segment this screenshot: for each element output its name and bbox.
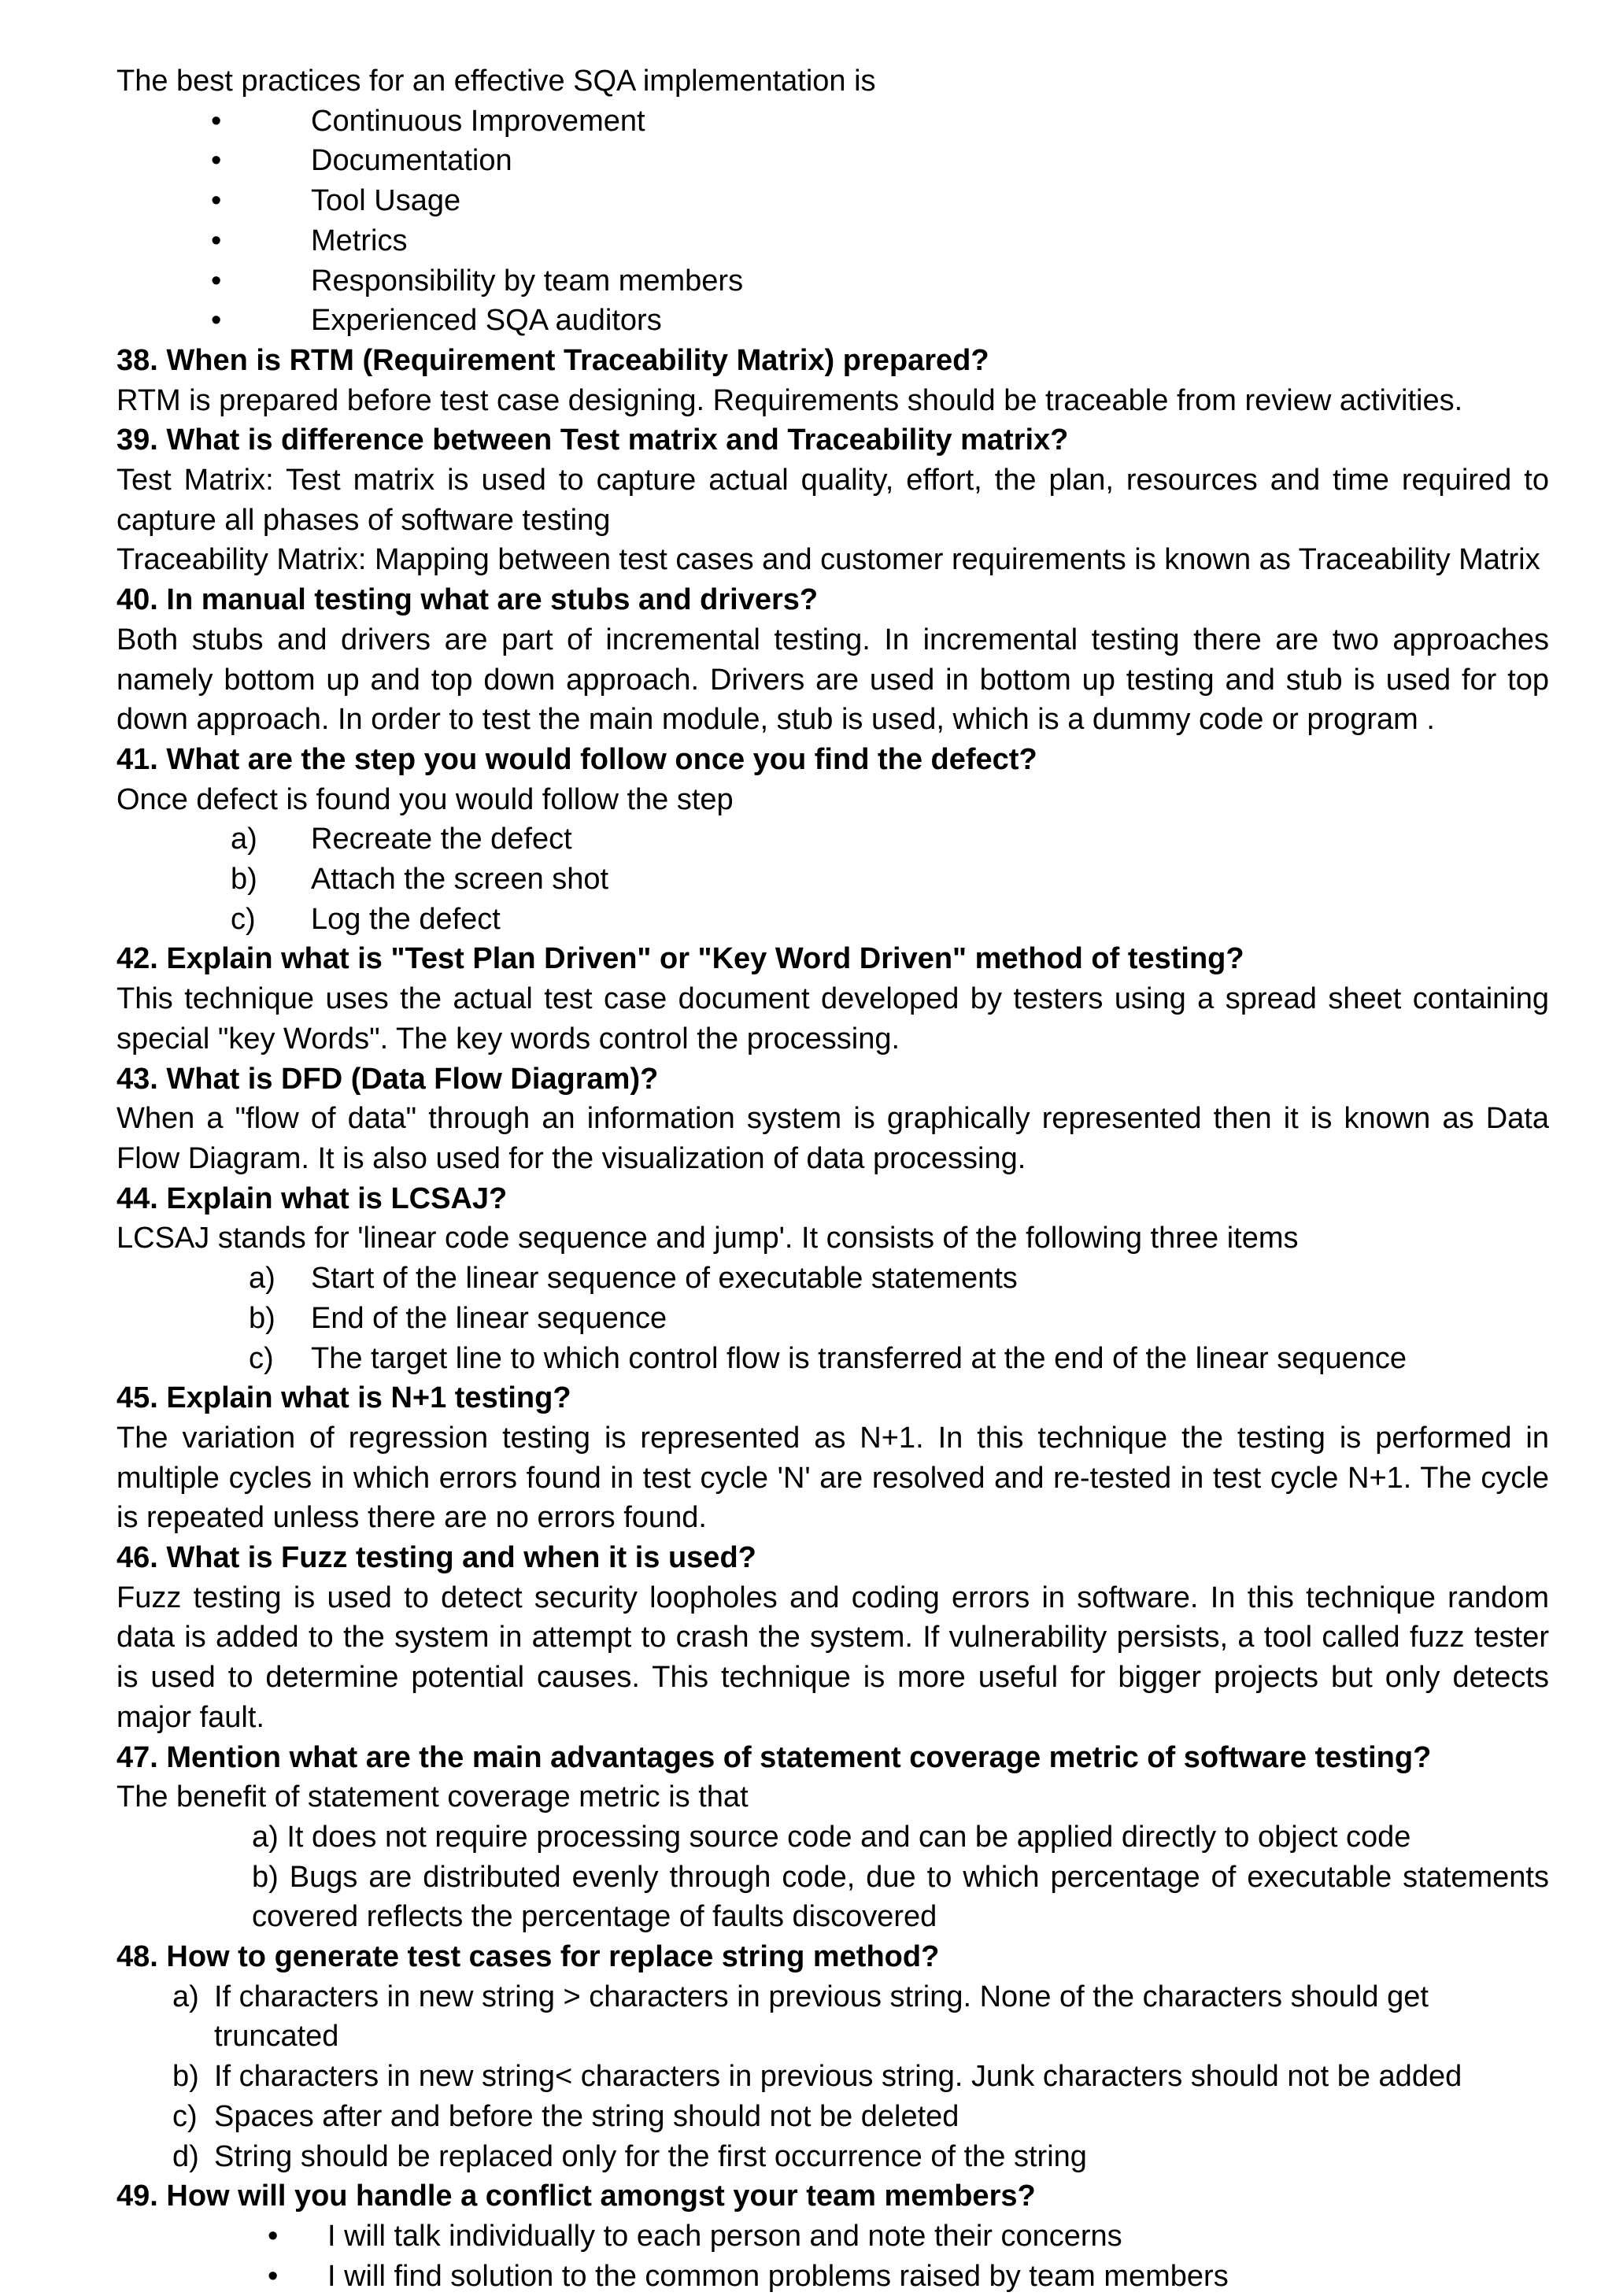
bullet-marker: • bbox=[211, 104, 222, 138]
question-42: 42. Explain what is "Test Plan Driven" or "Key Word Driven" method of testing? bbox=[116, 942, 1244, 976]
bullet-marker: • bbox=[268, 2259, 279, 2293]
list-item: b) Attach the screen shot bbox=[231, 863, 609, 897]
bullet-marker: • bbox=[211, 144, 222, 178]
list-item: a) It does not require processing source code and can be applied directly to object code bbox=[252, 1820, 1411, 1854]
question-39: 39. What is difference between Test matrix and Traceability matrix? bbox=[116, 423, 1069, 457]
list-item: c) The target line to which control flow is transferred at the end of the linear sequence bbox=[249, 1341, 1407, 1375]
list-item: • Continuous Improvement bbox=[116, 102, 1549, 142]
question-43: 43. What is DFD (Data Flow Diagram)? bbox=[116, 1062, 659, 1096]
list-item: • Responsibility by team members bbox=[116, 261, 1549, 301]
answer-39-traceability-matrix: Traceability Matrix: Mapping between test cases and customer requirements is known as Traceability Matrix bbox=[116, 543, 1540, 577]
list-item: b) End of the linear sequence bbox=[249, 1301, 667, 1335]
list-item: c) Spaces after and before the string should not be deleted bbox=[172, 2099, 959, 2133]
answer-45: The variation of regression testing is represented as N+1. In this technique the testing is performed in multiple cycles in which errors found in test cycle 'N' are resolved and re-tested in test cycle N+1. The cycle is repeated unless there are no errors found. bbox=[116, 1421, 1549, 1535]
replace-string-cases-list bbox=[116, 1977, 1549, 2177]
bullet-marker: • bbox=[211, 224, 222, 257]
list-item: a) Recreate the defect bbox=[231, 823, 572, 856]
list-item: • Tool Usage bbox=[116, 181, 1549, 221]
answer-46: Fuzz testing is used to detect security loopholes and coding errors in software. In this technique random data is added to the system in attempt to crash the system. If vulnerability persists, a tool called fuzz tester is used to determine potential causes. This technique is more useful for bigger projects but only detects major fault. bbox=[116, 1581, 1549, 1734]
question-47: 47. Mention what are the main advantages of statement coverage metric of software testing? bbox=[116, 1740, 1432, 1774]
list-item: a) If characters in new string > characters in previous string. None of the characters should get truncated bbox=[172, 1980, 1429, 2054]
bullet-marker: • bbox=[268, 2219, 279, 2253]
defect-steps-list bbox=[116, 819, 1549, 939]
answer-39-test-matrix: Test Matrix: Test matrix is used to capture actual quality, effort, the plan, resources and time required to capture all phases of software testing bbox=[116, 464, 1549, 537]
question-46: 46. What is Fuzz testing and when it is used? bbox=[116, 1541, 756, 1575]
lcsaj-items-list bbox=[116, 1259, 1549, 1378]
question-45: 45. Explain what is N+1 testing? bbox=[116, 1381, 571, 1415]
list-item: b) Bugs are distributed evenly through code, due to which percentage of executable statements covered reflects the percentage of faults discovered bbox=[252, 1860, 1549, 1934]
conflict-handling-list bbox=[116, 2217, 1549, 2296]
list-item: • Experienced SQA auditors bbox=[116, 301, 1549, 341]
list-item: b) If characters in new string< characters in previous string. Junk characters should not be added bbox=[172, 2060, 1462, 2094]
bullet-marker: • bbox=[211, 184, 222, 218]
answer-42: This technique uses the actual test case document developed by testers using a spread sheet containing special "key Words". The key words control the processing. bbox=[116, 982, 1549, 1056]
answer-44: LCSAJ stands for 'linear code sequence and jump'. It consists of the following three items bbox=[116, 1222, 1299, 1255]
bullet-marker: • bbox=[211, 304, 222, 338]
coverage-benefits-list bbox=[116, 1817, 1549, 1937]
list-item: a) Start of the linear sequence of executable statements bbox=[249, 1262, 1018, 1296]
answer-40: Both stubs and drivers are part of incremental testing. In incremental testing there are two approaches namely bottom up and top down approach. Drivers are used in bottom up testing and stub is used for top down approach. In order to test the main module, stub is used, which is a dummy code or program . bbox=[116, 623, 1549, 737]
list-item: c) Log the defect bbox=[231, 902, 501, 936]
list-item: • Documentation bbox=[116, 141, 1549, 181]
list-item: • I will find solution to the common problems raised by team members bbox=[116, 2257, 1549, 2296]
best-practices-list bbox=[116, 102, 1549, 341]
list-item: • Metrics bbox=[116, 221, 1549, 261]
question-49: 49. How will you handle a conflict amongst your team members? bbox=[116, 2180, 1036, 2213]
list-item: • I will talk individually to each person and note their concerns bbox=[116, 2217, 1549, 2257]
question-48: 48. How to generate test cases for replace string method? bbox=[116, 1940, 940, 1974]
question-41: 41. What are the step you would follow once you find the defect? bbox=[116, 742, 1037, 776]
question-44: 44. Explain what is LCSAJ? bbox=[116, 1181, 508, 1215]
document-page bbox=[116, 61, 1549, 2296]
answer-43: When a "flow of data" through an information system is graphically represented then it is known as Data Flow Diagram. It is also used for the visualization of data processing. bbox=[116, 1102, 1549, 1175]
answer-47: The benefit of statement coverage metric is that bbox=[116, 1780, 749, 1814]
answer-41: Once defect is found you would follow the step bbox=[116, 782, 734, 816]
answer-38: RTM is prepared before test case designing. Requirements should be traceable from review activities. bbox=[116, 383, 1463, 417]
list-item: d) String should be replaced only for the first occurrence of the string bbox=[172, 2139, 1087, 2173]
question-40: 40. In manual testing what are stubs and drivers? bbox=[116, 583, 819, 617]
intro-text: The best practices for an effective SQA implementation is bbox=[116, 65, 876, 98]
bullet-marker: • bbox=[211, 264, 222, 298]
question-38: 38. When is RTM (Requirement Traceability Matrix) prepared? bbox=[116, 343, 989, 377]
